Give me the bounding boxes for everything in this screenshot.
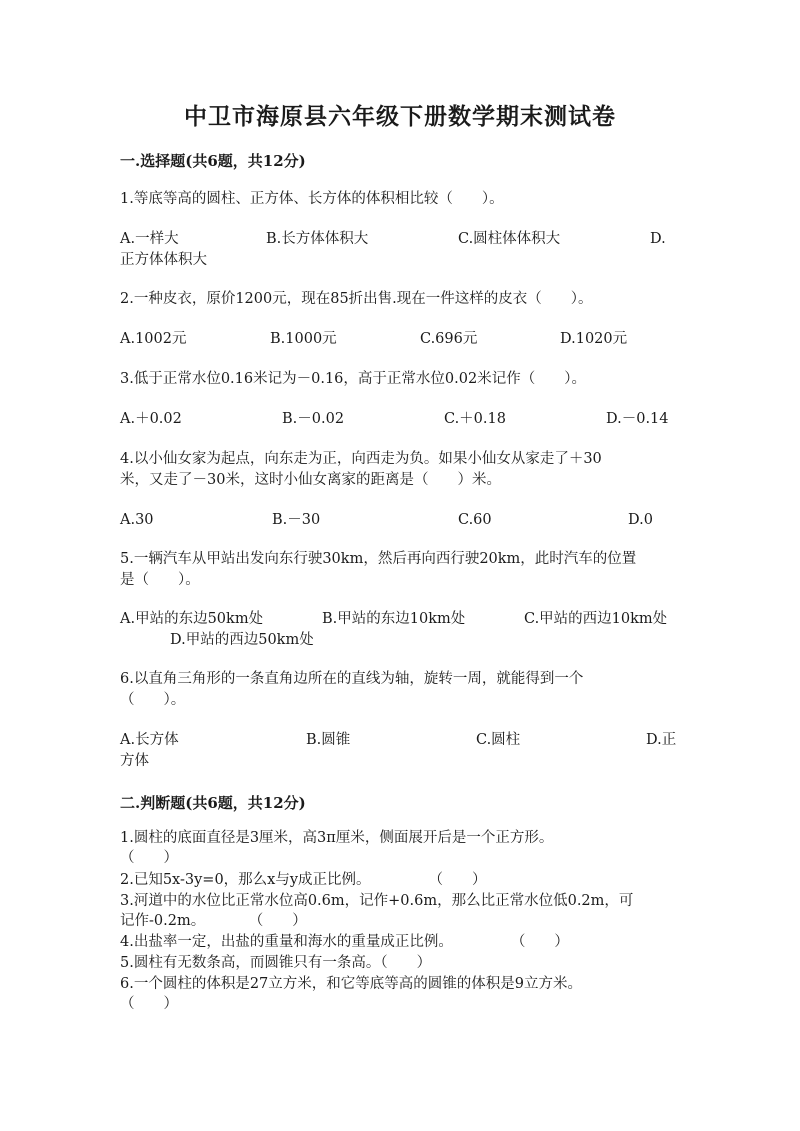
q1-option-a: A.一样大 bbox=[120, 231, 179, 247]
question-6-line1: 6.以直角三角形的一条直角边所在的直线为轴，旋转一周，就能得到一个 bbox=[120, 671, 584, 687]
q2-option-a: A.1002元 bbox=[120, 331, 187, 347]
q5-option-b: B.甲站的东边10km处 bbox=[322, 611, 466, 627]
question-4-line2: 米，又走了－30米，这时小仙女离家的距离是（ ）米。 bbox=[120, 472, 501, 488]
q1-option-d: D. bbox=[650, 231, 666, 247]
q6-option-a: A.长方体 bbox=[120, 732, 179, 748]
q6-option-d-text: 方体 bbox=[120, 753, 149, 769]
question-2: 2.一种皮衣，原价1200元，现在85折出售.现在一件这样的皮衣（ ）。 bbox=[120, 291, 593, 307]
judgement-2: 2.已知5x-3y=0，那么x与y成正比例。 （ ） bbox=[120, 872, 487, 888]
q2-option-c: C.696元 bbox=[420, 331, 478, 347]
q2-option-b: B.1000元 bbox=[270, 331, 337, 347]
judgement-5: 5.圆柱有无数条高，而圆锥只有一条高。（ ） bbox=[120, 955, 432, 971]
judgement-1-line1: 1.圆柱的底面直径是3厘米，高3π厘米，侧面展开后是一个正方形。 bbox=[120, 830, 554, 846]
q3-option-a: A.＋0.02 bbox=[120, 411, 182, 427]
question-4-line1: 4.以小仙女家为起点，向东走为正，向西走为负。如果小仙女从家走了＋30 bbox=[120, 451, 602, 467]
q4-option-d: D.0 bbox=[628, 512, 653, 528]
q6-option-d: D.正 bbox=[646, 732, 677, 748]
q4-option-a: A.30 bbox=[120, 512, 154, 528]
judgement-4: 4.出盐率一定，出盐的重量和海水的重量成正比例。 （ ） bbox=[120, 934, 569, 950]
q1-option-c: C.圆柱体体积大 bbox=[458, 231, 561, 247]
question-6-line2: （ ）。 bbox=[120, 692, 186, 708]
q4-option-c: C.60 bbox=[458, 512, 492, 528]
page-title: 中卫市海原县六年级下册数学期末测试卷 bbox=[184, 103, 616, 130]
question-5-line1: 5.一辆汽车从甲站出发向东行驶30km，然后再向西行驶20km，此时汽车的位置 bbox=[120, 551, 637, 567]
question-5-line2: 是（ ）。 bbox=[120, 572, 200, 588]
q3-option-b: B.－0.02 bbox=[282, 411, 345, 427]
q1-option-d-text: 正方体体积大 bbox=[120, 252, 207, 268]
question-3: 3.低于正常水位0.16米记为－0.16，高于正常水位0.02米记作（ ）。 bbox=[120, 371, 586, 387]
judgement-1-line2: （ ） bbox=[120, 850, 178, 866]
q5-option-d: D.甲站的西边50km处 bbox=[170, 632, 314, 648]
q3-option-d: D.－0.14 bbox=[606, 411, 669, 427]
section-heading-choice: 一.选择题(共6题，共12分) bbox=[120, 152, 306, 170]
q5-option-a: A.甲站的东边50km处 bbox=[120, 611, 264, 627]
q4-option-b: B.－30 bbox=[272, 512, 321, 528]
judgement-3-line1: 3.河道中的水位比正常水位高0.6m，记作+0.6m，那么比正常水位低0.2m，可 bbox=[120, 893, 634, 909]
judgement-3-line2: 记作-0.2m。 （ ） bbox=[120, 913, 307, 929]
q2-option-d: D.1020元 bbox=[560, 331, 628, 347]
judgement-6-line1: 6.一个圆柱的体积是27立方米，和它等底等高的圆锥的体积是9立方米。 bbox=[120, 976, 583, 992]
q6-option-b: B.圆锥 bbox=[306, 732, 351, 748]
q3-option-c: C.＋0.18 bbox=[444, 411, 506, 427]
q6-option-c: C.圆柱 bbox=[476, 732, 521, 748]
section-heading-judgement: 二.判断题(共6题，共12分) bbox=[120, 794, 306, 812]
q1-option-b: B.长方体体积大 bbox=[266, 231, 369, 247]
q5-option-c: C.甲站的西边10km处 bbox=[524, 611, 668, 627]
question-1: 1.等底等高的圆柱、正方体、长方体的体积相比较（ ）。 bbox=[120, 191, 504, 207]
judgement-6-line2: （ ） bbox=[120, 996, 178, 1012]
